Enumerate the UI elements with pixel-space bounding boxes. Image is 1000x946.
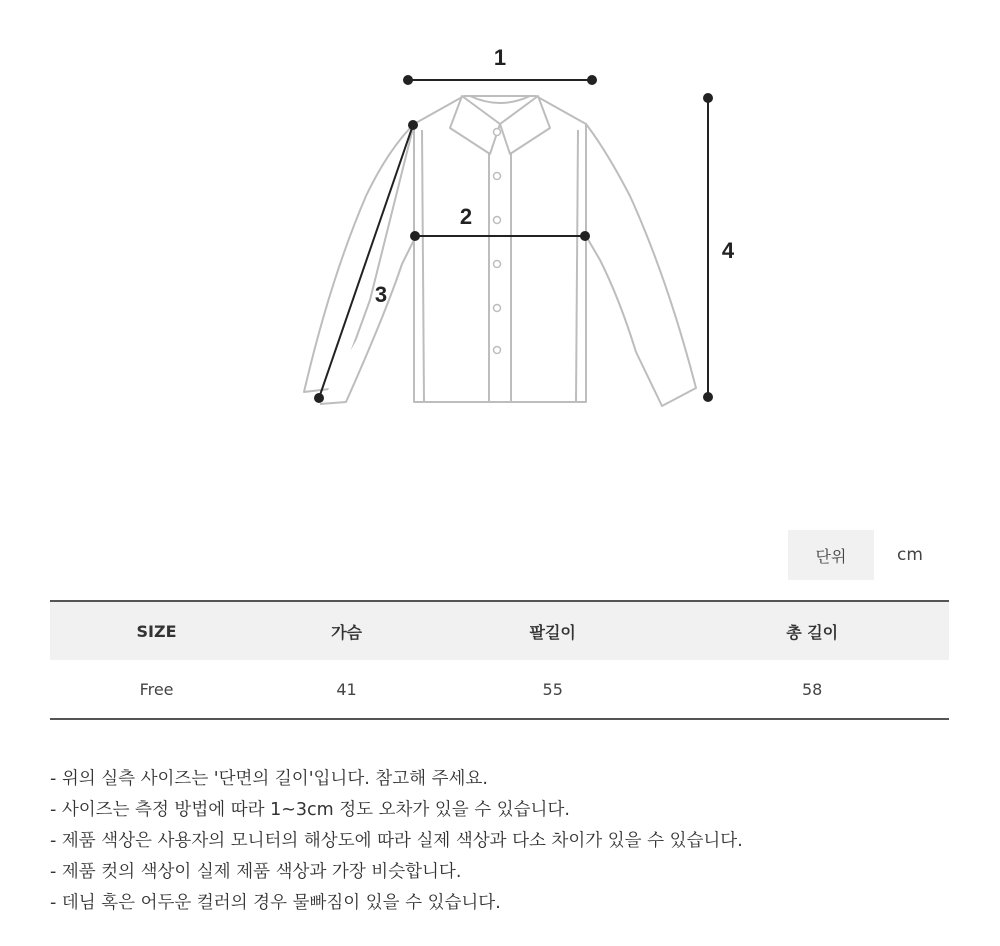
sleeve-length-header: 팔길이 <box>430 601 675 660</box>
size-table <box>50 600 949 720</box>
shirt-measurement-diagram <box>0 0 1000 440</box>
note-item: - 위의 실측 사이즈는 '단면의 길이'입니다. 참고해 주세요. <box>50 769 488 789</box>
shirt-outline <box>304 96 696 406</box>
measurement-label-chest: 2 <box>459 204 473 229</box>
note-item: - 제품 색상은 사용자의 모니터의 해상도에 따라 실제 색상과 다소 차이가 있을 수 있습니다. <box>50 831 743 851</box>
table-row <box>50 660 949 719</box>
size-notes <box>50 764 743 919</box>
total-length-header: 총 길이 <box>675 601 949 660</box>
size-header: SIZE <box>50 601 263 660</box>
unit-value: cm <box>897 545 923 565</box>
note-item: - 제품 컷의 색상이 실제 제품 색상과 가장 비슷합니다. <box>50 862 462 882</box>
size-cell: Free <box>139 679 174 699</box>
total-length-cell: 58 <box>802 679 823 699</box>
measurement-label-sleeve: 3 <box>374 282 388 307</box>
sleeve-length-cell: 55 <box>542 679 563 699</box>
chest-header: 가슴 <box>263 601 430 660</box>
note-item: - 데님 혹은 어두운 컬러의 경우 물빠짐이 있을 수 있습니다. <box>50 893 501 913</box>
unit-indicator <box>788 530 946 580</box>
size-table-header-row <box>50 601 949 660</box>
unit-label: 단위 <box>788 530 874 580</box>
measurement-label-length: 4 <box>721 238 735 263</box>
note-item: - 사이즈는 측정 방법에 따라 1~3cm 정도 오차가 있을 수 있습니다. <box>50 800 570 820</box>
chest-cell: 41 <box>336 679 357 699</box>
measurement-label-shoulder: 1 <box>493 45 507 70</box>
